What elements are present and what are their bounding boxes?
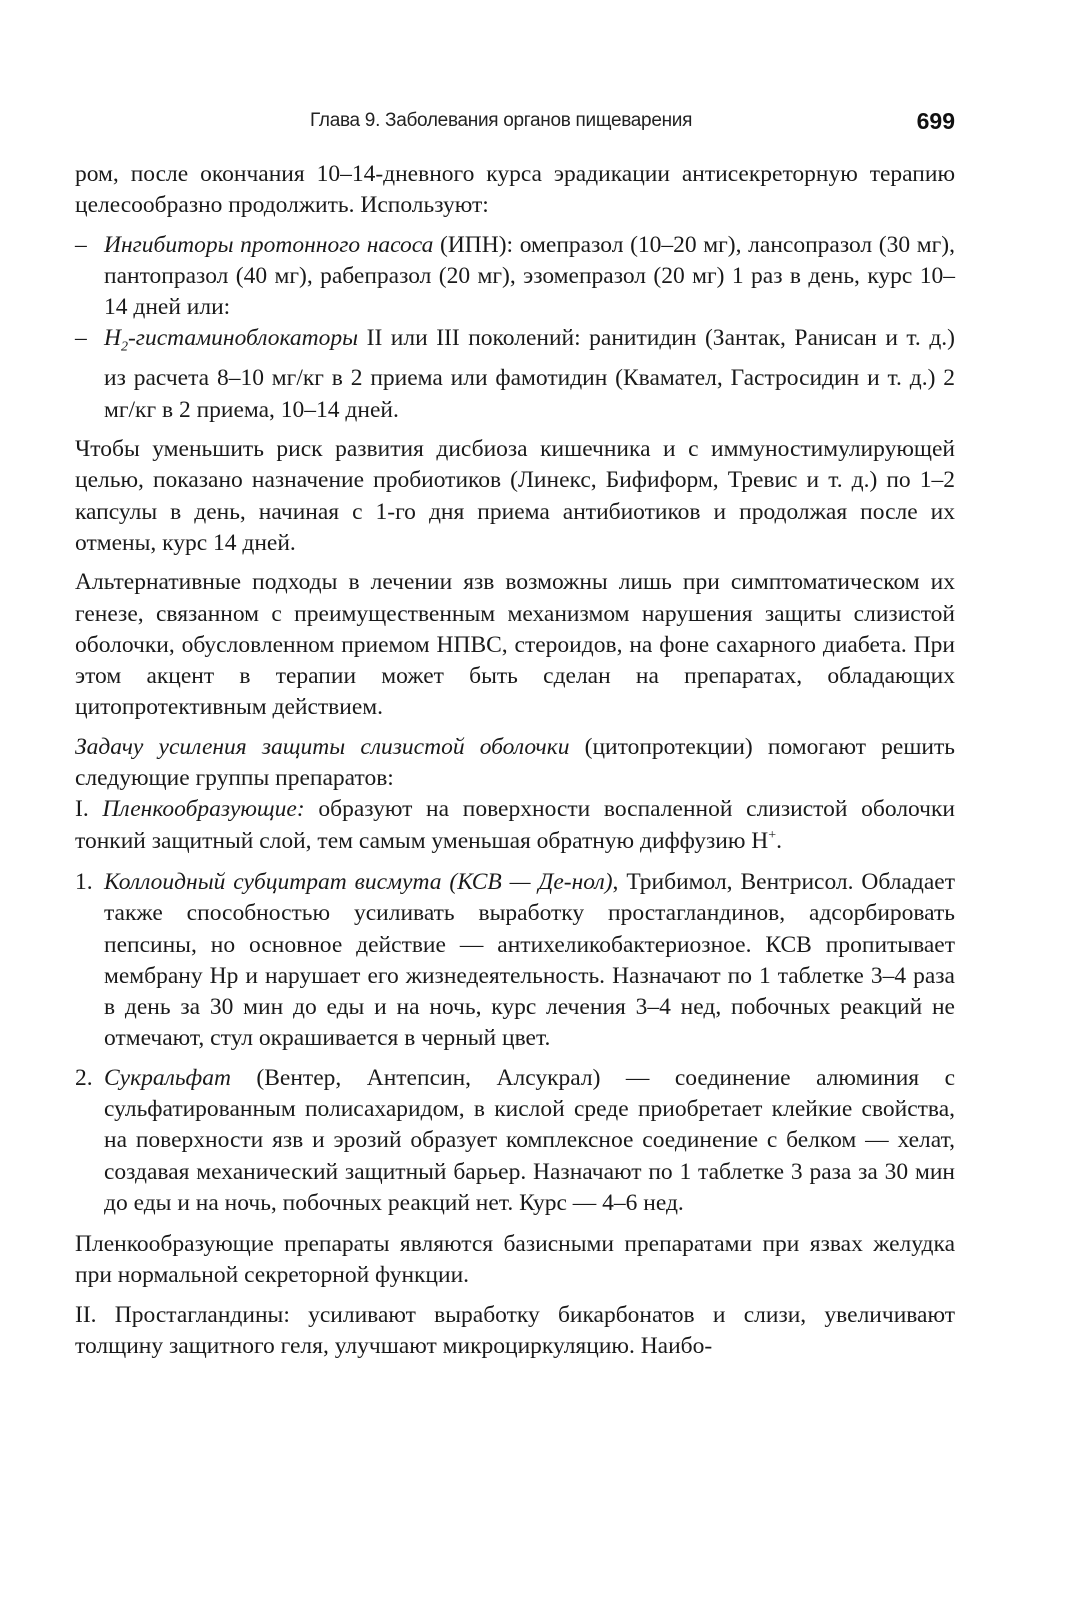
page-number: 699 xyxy=(916,108,955,134)
section-one-text: образуют на поверхности воспаленной слизистой оболочки тонкий защитный слой, тем самым уменьшая обратную диффузию Н xyxy=(75,796,955,854)
term-text: -гистаминоблокаторы xyxy=(127,325,359,352)
list-item-text: II или III поколений: ранитидин (Зантак, Ранисан и т. д.) из расчета 8–10 мг/кг в 2 приема или фамотидин (Квамател, Гастросидин и т. д.) 2 мг/кг в 2 приема, 10–14 дней. xyxy=(104,325,955,423)
term-prefix: Н xyxy=(104,325,121,352)
section-two: II. Простагландины: усиливают выработку бикарбонатов и слизи, увеличивают толщину защитного геля, улучшают микроциркуляцию. Наибо- xyxy=(75,1301,955,1360)
number-marker: 1. xyxy=(75,868,93,895)
drug-term: Коллоидный субцитрат висмута (КСВ — Де-нол) xyxy=(104,868,613,895)
paragraph-task xyxy=(75,732,955,795)
list-item xyxy=(75,1063,955,1219)
list-item xyxy=(75,867,955,1055)
section-one-end: . xyxy=(776,827,783,854)
number-marker: 2. xyxy=(75,1064,93,1091)
dash-marker: – xyxy=(75,231,87,258)
running-header xyxy=(75,108,955,144)
list-item-text: , Трибимол, Вентрисол. Обладает также способностью усиливать выработку простагландинов, адсорбировать пепсины, но основное действие — антихеликобактериозное. КСВ пропитывает мембрану Нр и нарушает его жизнедеятельность. Назначают по 1 таблетке 3–4 раза в день за 30 мин до еды и на ночь, курс лечения 3–4 нед, побочных реакций не отмечают, стул окрашивается в черный цвет. xyxy=(104,868,955,1052)
drug-class-term: Ингибиторы протонного насоса xyxy=(104,231,434,258)
list-item-text: (ИПН): омепразол (10–20 мг), лансопразол (30 мг), пантопразол (40 мг), рабепразол (20 мг), эзомепразол (20 мг) 1 раз в день, курс 10–14 дней или: xyxy=(104,231,955,321)
list-item xyxy=(75,230,955,324)
dash-marker: – xyxy=(75,325,87,352)
numbered-list xyxy=(75,867,955,1219)
section-one xyxy=(75,794,955,857)
drug-class-term xyxy=(104,325,359,356)
superscript: + xyxy=(768,827,777,843)
paragraph-basis: Пленкообразующие препараты являются базисными препаратами при язвах желудка при нормальной секреторной функции. xyxy=(75,1231,955,1289)
paragraph-alternative: Альтернативные подходы в лечении язв возможны лишь при симптоматическом их генезе, связанном с преимущественным механизмом нарушения защиты слизистой оболочки, обусловленном приемом НПВС, стероидов, на фоне сахарного диабета. При этом акцент в терапии может быть сделан на препаратах, обладающих цитопротективным действием. xyxy=(75,569,955,721)
term-subscript: 2 xyxy=(120,340,128,356)
task-text: (цитопротекции) помогают решить следующие группы препаратов: xyxy=(75,733,955,792)
paragraph-probiotics: Чтобы уменьшить риск развития дисбиоза кишечника и с иммуностимулирующей целью, показано назначение пробиотиков (Линекс, Бифиформ, Тревис и т. д.) по 1–2 капсулы в день, начиная с 1-го дня приема антибиотиков и продолжая после их отмены, курс 14 дней. xyxy=(75,436,955,556)
list-item xyxy=(75,323,955,426)
task-term: Задачу усиления защиты слизистой оболочки xyxy=(75,733,570,760)
chapter-title: Глава 9. Заболевания органов пищеварения xyxy=(310,110,693,131)
drug-term: Сукральфат xyxy=(104,1064,231,1091)
drug-dash-list xyxy=(75,230,955,426)
section-one-term: Пленкообразующие: xyxy=(102,796,305,823)
page-body xyxy=(75,159,955,1362)
section-one-prefix: I. xyxy=(75,796,103,823)
list-item-text: (Вентер, Антепсин, Алсукрал) — соединение алюминия с сульфатированным полисахаридом, в кислой среде приобретает клейкие свойства, на поверхности язв и эрозий образует комплексное соединение с белком — хелат, создавая механический защитный барьер. Назначают по 1 таблетке 3 раза за 30 мин до еды и на ночь, побочных реакций нет. Курс — 4–6 нед. xyxy=(104,1064,955,1216)
intro-paragraph: ром, после окончания 10–14-дневного курса эрадикации антисекреторную терапию целесообразно продолжить. Используют: xyxy=(75,161,955,219)
